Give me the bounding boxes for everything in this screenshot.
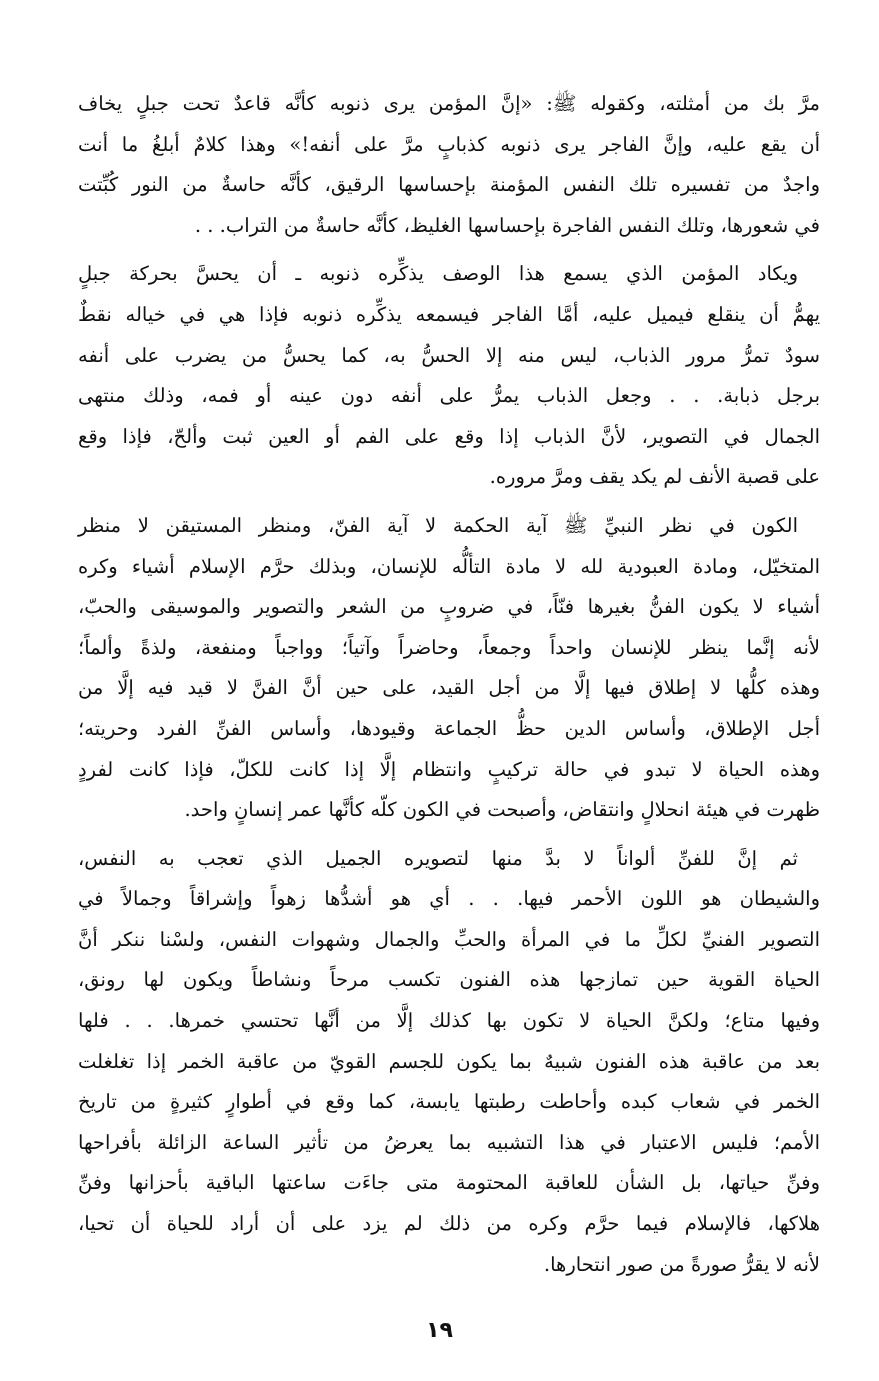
text-line: يهمُّ أن ينقلع فيميل عليه، أمَّا الفاجر فيسمعه يذكِّره ذنوبه فإذا هي في خياله نقطٌ xyxy=(78,302,820,326)
paragraph-3 xyxy=(78,506,820,831)
text-line: واجدٌ من تفسيره تلك النفس المؤمنة بإحساسها الرقيق، كأنَّه حاسةٌ من النور كُبِّتت xyxy=(78,173,820,197)
paragraph-1 xyxy=(78,84,820,246)
text-line: الكون في نظر النبيِّ ﷺ آية الحكمة لا آية الفنّ، ومنظر المستيقن لا منظر xyxy=(78,513,798,537)
text-line: مرَّ بك من أمثلته، وكقوله ﷺ: «إنَّ المؤمن يرى ذنوبه كأنَّه قاعدٌ تحت جبلٍ يخاف xyxy=(78,92,820,115)
text-line: الجمال في التصوير، لأنَّ الذباب إذا وقع على الفم أو العين ثبت وألحّ، فإذا وقع xyxy=(78,424,820,448)
page-body-text xyxy=(78,84,820,1285)
text-line: سودٌ تمرُّ مرور الذباب، ليس منه إلا الحسُّ به، كما يحسُّ من يضرب على أنفه xyxy=(78,343,820,367)
text-line: ثم إنَّ للفنِّ ألواناً لا بدَّ منها لتصويره الجميل الذي تعجب به النفس، xyxy=(78,846,798,870)
text-line: أن يقع عليه، وإنَّ الفاجر يرى ذنوبه كذبابٍ مرَّ على أنفه!» وهذا كلامٌ أبلغُ ما أنت xyxy=(78,132,820,156)
text-line: أجل الإطلاق، وأساس الدين حظُّ الجماعة وقيودها، وأساس الفنِّ الفرد وحريته؛ xyxy=(78,716,820,740)
text-line: المتخيّل، ومادة العبودية لله لا مادة التألُّه للإنسان، وبذلك حرَّم الإسلام أشياء وكره xyxy=(78,554,820,578)
text-line: هلاكها، فالإسلام فيما حرَّم وكره من ذلك لم يزد على أن أراد للحياة أن تحيا، xyxy=(78,1212,820,1236)
page-number: ١٩ xyxy=(426,1318,453,1343)
text-line: على قصبة الأنف لم يكد يقف ومرَّ مروره. xyxy=(489,465,820,489)
text-line: لأنه لا يقرُّ صورةً من صور انتحارها. xyxy=(543,1252,820,1276)
text-line: لأنه إنَّما ينظر للإنسان واحداً وجمعاً، وحاضراً وآتياً؛ وواجباً ومنفعة، ولذةً وألماً؛ xyxy=(78,635,820,659)
text-line: وهذه الحياة لا تبدو في حالة تركيبٍ وانتظام إلَّا إذا كانت للكلّ، فإذا كانت لفردٍ xyxy=(78,757,820,781)
text-line: وفيها متاع؛ ولكنَّ الحياة لا تكون بها كذلك إلَّا من أنَّها تحتسي خمرها. . . فلها xyxy=(78,1009,820,1033)
text-line: أشياء لا يكون الفنُّ بغيرها فنّاً، في ضروبٍ من الشعر والتصوير والموسيقى والحبّ، xyxy=(78,595,820,619)
text-line: بعد من عاقبة هذه الفنون شبيهٌ بما يكون للجسم القويّ من عاقبة الخمر إذا تغلغلت xyxy=(78,1049,820,1073)
text-line: وهذه كلُّها لا إطلاق فيها إلَّا من أجل القيد، على حين أنَّ الفنَّ لا قيد فيه إلَّا من xyxy=(78,676,820,700)
text-line: برجل ذبابة. . . وجعل الذباب يمرُّ على أنفه دون عينه أو فمه، وذلك منتهى xyxy=(78,384,820,408)
text-line: الخمر في شعاب كبده وأحاطت رطبتها يابسة، كما وقع في أطوارٍ كثيرةٍ من تاريخ xyxy=(78,1090,820,1114)
text-line: وفنِّ حياتها، بل الشأن للعاقبة المحتومة متى جاءَت ساعتها الباقية بأحزانها وفنِّ xyxy=(78,1171,820,1195)
text-line: ظهرت في هيئة انحلالٍ وانتقاض، وأصبحت في الكون كلّه كأنَّها عمر إنسانٍ واحد. xyxy=(184,798,820,822)
text-line: التصوير الفنيِّ لكلِّ ما في المرأة والحبِّ والجمال وشهوات النفس، ولسْنا ننكر أنَّ xyxy=(78,927,820,951)
text-line: ويكاد المؤمن الذي يسمع هذا الوصف يذكِّره ذنوبه ـ أن يحسَّ بحركة جبلٍ xyxy=(78,262,798,286)
text-line: والشيطان هو اللون الأحمر فيها. . . أي هو أشدُّها زهواً وإشراقاً وجمالاً في xyxy=(78,887,820,911)
paragraph-4 xyxy=(78,839,820,1286)
text-line: في شعورها، وتلك النفس الفاجرة بإحساسها الغليظ، كأنَّه حاسةٌ من التراب. . . xyxy=(194,213,820,237)
text-line: الحياة القوية حين تمازجها هذه الفنون تكسب مرحاً ونشاطاً ويكون لها رونق، xyxy=(78,968,820,992)
text-line: الأمم؛ فليس الاعتبار في هذا التشبيه بما يعرضُ من تأثير الساعة الزائلة بأفراحها xyxy=(78,1130,820,1154)
paragraph-2 xyxy=(78,254,820,498)
